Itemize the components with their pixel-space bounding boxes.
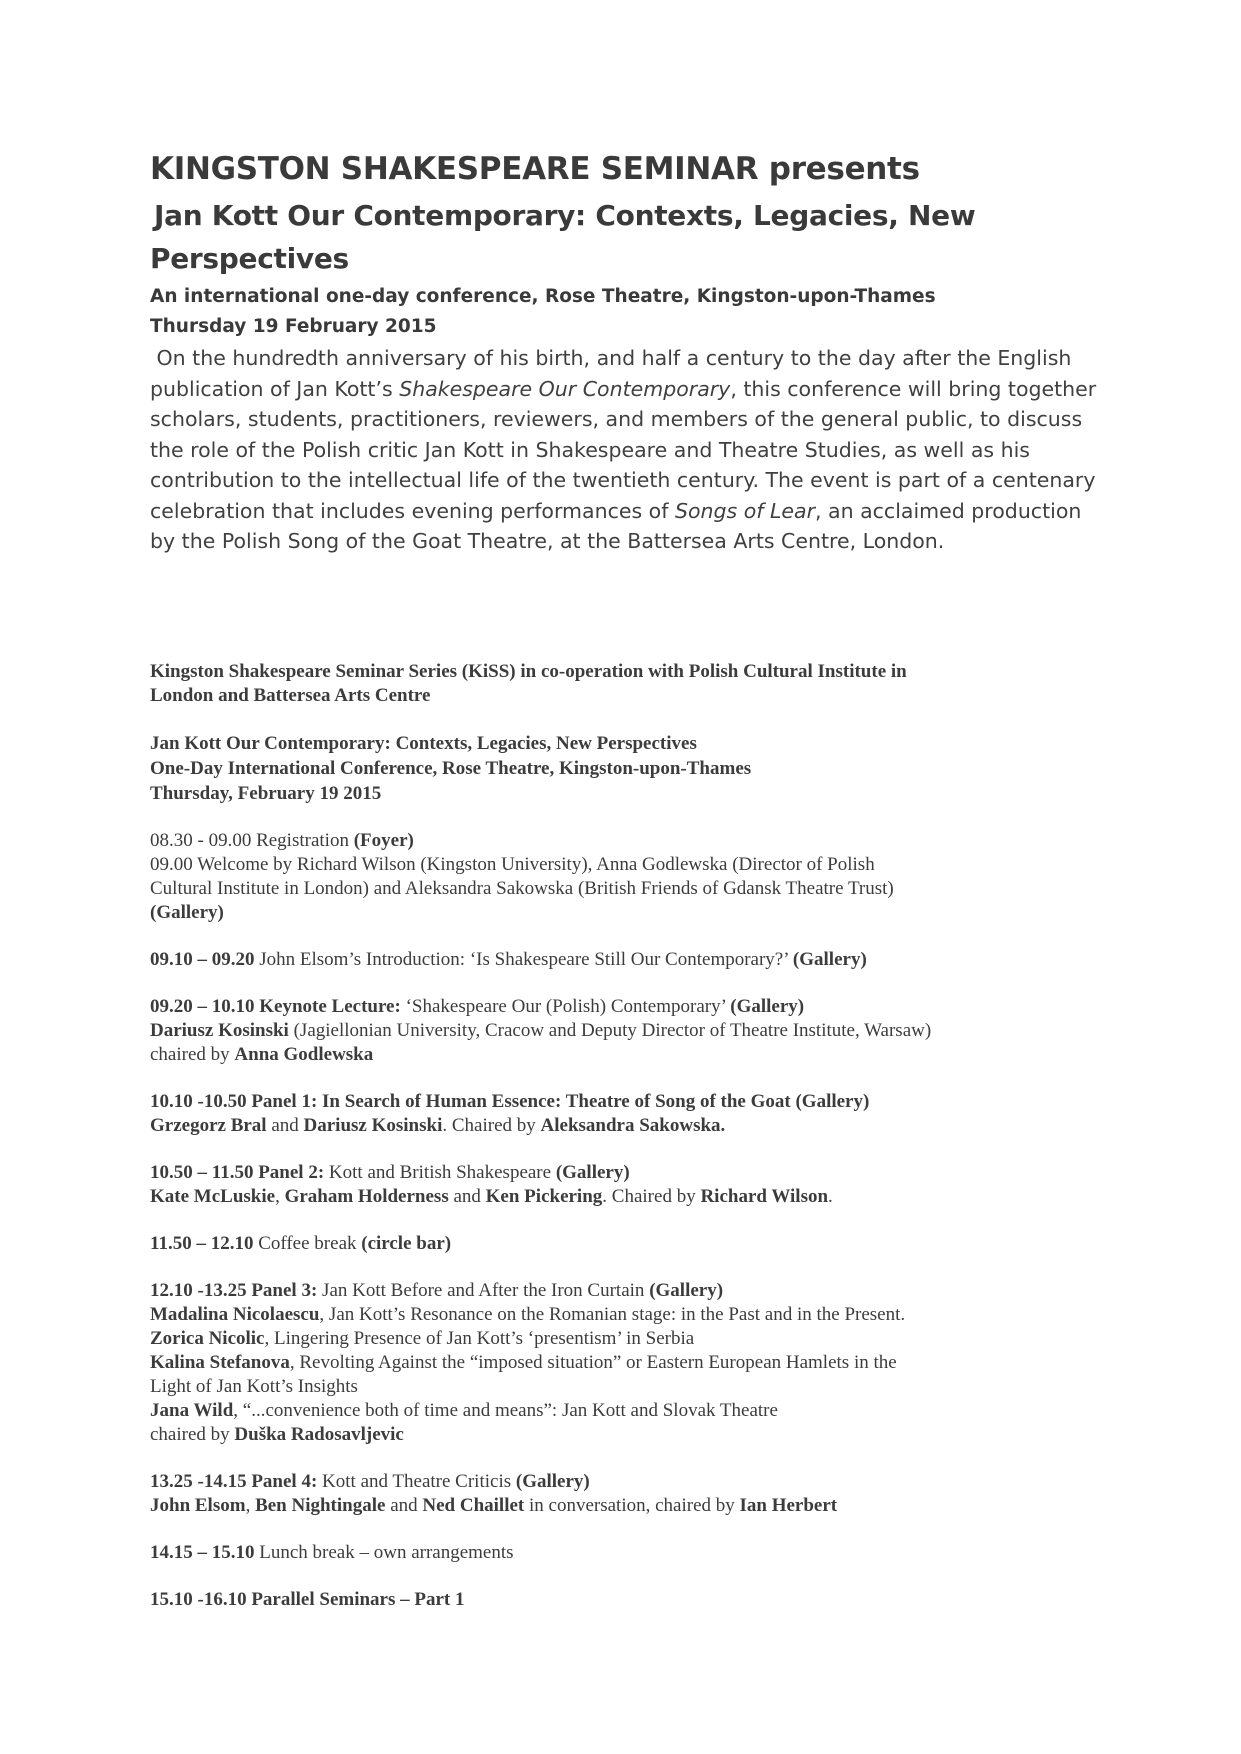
panel-2-period: . [828,1186,833,1207]
panel-3-chair-label: chaired by [150,1424,235,1445]
panel-1-speaker-2: Dariusz Kosinski [303,1115,443,1136]
panel-4-speaker-3: Ned Chaillet [422,1495,525,1516]
panel-2-title: Kott and British Shakespeare [324,1162,556,1183]
conference-date: Thursday 19 February 2015 [150,316,437,337]
keynote-chair: Anna Godlewska [234,1044,374,1065]
keynote-speaker: Dariusz Kosinski [150,1020,289,1041]
intro-paragraph [150,343,1110,557]
series-line-1: Kingston Shakespeare Seminar Series (KiSS) in co-operation with Polish Cultural Institute in [150,661,907,682]
panel-4-speaker-2: Ben Nightingale [255,1495,386,1516]
panel-3-speaker-2: Zorica Nicolic [150,1328,265,1349]
coffee-text: Coffee break [253,1233,362,1254]
session-panel-2 [150,1161,1110,1209]
session-coffee-break [150,1232,1110,1256]
intro-text-1: On the hundredth anniversary of his birth, and half a century to the day after the English publication of Jan Kott’s [150,346,1078,401]
keynote-time: 09.20 – 10.10 Keynote Lecture: [150,996,401,1017]
registration-time: 08.30 - 09.00 Registration [150,830,354,851]
session-introduction [150,948,1110,972]
panel-3-chair: Duška Radosavljevic [234,1424,404,1445]
panel-1-speaker-1: Grzegorz Bral [150,1115,267,1136]
panel-4-chair: Ian Herbert [739,1495,838,1516]
panel-2-time: 10.50 – 11.50 Panel 2: [150,1162,325,1183]
session-panel-1 [150,1090,1110,1138]
introduction-text: John Elsom’s Introduction: ‘Is Shakespeare Still Our Contemporary?’ [254,949,793,970]
welcome-line-1: 09.00 Welcome by Richard Wilson (Kingston University), Anna Godlewska (Director of Polish [150,854,875,875]
intro-production-title: Songs of Lear [674,498,815,523]
session-registration-welcome [150,829,1110,925]
panel-4-title: Kott and Theatre Criticis [317,1471,516,1492]
programme-subtitle: One-Day International Conference, Rose Theatre, Kingston-upon-Thames [150,758,752,779]
conference-venue: An international one-day conference, Rose Theatre, Kingston-upon-Thames [150,286,936,307]
panel-2-chair-label: . Chaired by [602,1186,701,1207]
welcome-location: (Gallery) [150,902,224,923]
lunch-text: Lunch break – own arrangements [254,1542,514,1563]
welcome-line-2: Cultural Institute in London) and Aleksandra Sakowska (British Friends of Gdansk Theatre Trust) [150,878,894,899]
intro-text-3: , an acclaimed production by the Polish Song of the Goat Theatre, at the Battersea Arts Centre, London. [150,498,1088,553]
programme-heading [150,731,1110,806]
introduction-location: (Gallery) [792,949,867,970]
conference-header [150,148,1110,557]
panel-2-speaker-3: Ken Pickering [485,1186,603,1207]
introduction-time: 09.10 – 09.20 [150,949,255,970]
panel-2-speaker-2: Graham Holderness [284,1186,449,1207]
session-panel-3 [150,1279,1110,1447]
lunch-time: 14.15 – 15.10 [150,1542,255,1563]
page-title: KINGSTON SHAKESPEARE SEMINAR presents [150,151,920,187]
panel-4-location: (Gallery) [515,1471,590,1492]
panel-4-time: 13.25 -14.15 Panel 4: [150,1471,318,1492]
panel-1-chair: Aleksandra Sakowska. [540,1115,726,1136]
panel-3-paper-2: , Lingering Presence of Jan Kott’s ‘presentism’ in Serbia [264,1328,695,1349]
keynote-title: ‘Shakespeare Our (Polish) Contemporary’ [400,996,731,1017]
session-lunch-break [150,1541,1110,1565]
coffee-time: 11.50 – 12.10 [150,1233,254,1254]
series-line-2: London and Battersea Arts Centre [150,685,431,706]
panel-3-paper-4: , “...convenience both of time and means”: Jan Kott and Slovak Theatre [233,1400,778,1421]
programme-date: Thursday, February 19 2015 [150,783,382,804]
panel-3-speaker-3: Kalina Stefanova [150,1352,290,1373]
session-keynote [150,995,1110,1067]
keynote-location: (Gallery) [730,996,805,1017]
keynote-chair-label: chaired by [150,1044,235,1065]
panel-1-and: and [266,1115,304,1136]
panel-3-time: 12.10 -13.25 Panel 3: [150,1280,318,1301]
session-panel-4 [150,1470,1110,1518]
panel-1-chair-label: . Chaired by [442,1115,541,1136]
conference-title-line2: Perspectives [150,242,349,275]
registration-location: (Foyer) [353,830,414,851]
programme-title: Jan Kott Our Contemporary: Contexts, Legacies, New Perspectives [150,733,697,754]
panel-4-chair-label: in conversation, chaired by [524,1495,740,1516]
panel-2-comma: , [275,1186,285,1207]
intro-text-2: , this conference will bring together scholars, students, practitioners, reviewers, and members of the general public, to discuss the role of the Polish critic Jan Kott in Shakespeare and Theatre Studies, as well as his contribution to the intellectual life of the twentieth century. The event is part of a centenary celebration that includes evening performances of [150,376,1103,523]
panel-3-location: (Gallery) [649,1280,724,1301]
conference-title-line1: Jan Kott Our Contemporary: Contexts, Legacies, New [154,199,976,232]
panel-4-comma: , [245,1495,256,1516]
panel-3-paper-1: , Jan Kott’s Resonance on the Romanian stage: in the Past and in the Present. [319,1304,906,1325]
panel-2-chair: Richard Wilson [700,1186,829,1207]
panel-3-paper-3a: , Revolting Against the “imposed situation” or Eastern European Hamlets in the [289,1352,897,1373]
keynote-affiliation: (Jagiellonian University, Cracow and Deputy Director of Theatre Institute, Warsaw) [288,1020,932,1041]
panel-3-paper-3b: Light of Jan Kott’s Insights [150,1376,358,1397]
panel-4-and: and [385,1495,423,1516]
panel-3-speaker-4: Jana Wild [150,1400,234,1421]
intro-book-title: Shakespeare Our Contemporary [399,376,731,401]
session-parallel-seminars: 15.10 -16.10 Parallel Seminars – Part 1 [150,1589,465,1610]
programme [150,660,1110,1635]
panel-4-speaker-1: John Elsom [150,1495,246,1516]
coffee-location: (circle bar) [361,1233,452,1254]
panel-2-location: (Gallery) [555,1162,630,1183]
panel-1-heading: 10.10 -10.50 Panel 1: In Search of Human Essence: Theatre of Song of the Goat (Gallery) [150,1091,870,1112]
panel-2-and: and [448,1186,486,1207]
panel-3-title: Jan Kott Before and After the Iron Curtain [317,1280,650,1301]
panel-3-speaker-1: Madalina Nicolaescu [150,1304,320,1325]
panel-2-speaker-1: Kate McLuskie [150,1186,276,1207]
series-statement [150,660,1110,708]
